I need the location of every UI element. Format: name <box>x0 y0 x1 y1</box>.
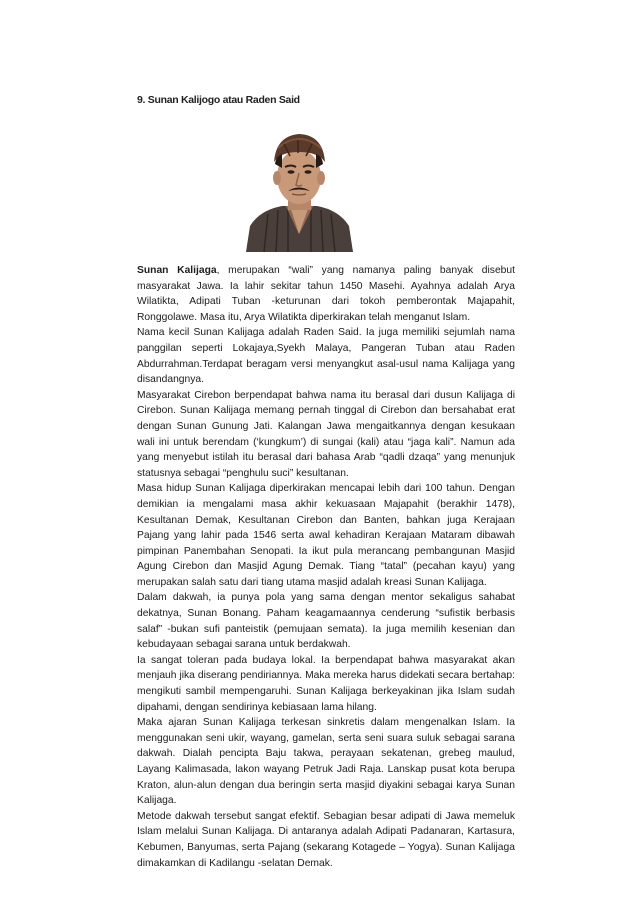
paragraph-2: Nama kecil Sunan Kalijaga adalah Raden Said. Ia juga memiliki sejumlah nama panggilan seperti Lokajaya,Syekh Malaya, Pangeran Tuban atau Raden Abdurrahman.Terdapat beragam versi menyangkut asal-usul nama Kalijaga yang disandangnya. <box>137 327 515 386</box>
paragraph-8: Metode dakwah tersebut sangat efektif. Sebagian besar adipati di Jawa memeluk Islam melalui Sunan Kalijaga. Di antaranya adalah Adipati Padanaran, Kartasura, Kebumen, Banyumas, serta Pajang (sekarang Kotagede – Yogya). Sunan Kalijaga dimakamkan di Kadilangu -selatan Demak. <box>137 810 515 869</box>
paragraph-6: Ia sangat toleran pada budaya lokal. Ia berpendapat bahwa masyarakat akan menjauh jika diserang pendiriannya. Maka mereka harus didekati secara bertahap: mengikuti sambil mempengaruhi. Sunan Kalijaga berkeyakinan jika Islam sudah dipahami, dengan sendirinya kebiasaan lama hilang. <box>137 654 515 713</box>
article-body <box>137 263 515 871</box>
paragraph-1-text: , merupakan “wali” yang namanya paling banyak disebut masyarakat Jawa. Ia lahir sekitar tahun 1450 Masehi. Ayahnya adalah Arya Wilatikta, Adipati Tuban -keturunan dari tokoh pemberontak Majapahit, Ronggolawe. Masa itu, Arya Wilatikta diperkirakan telah menganut Islam. <box>137 265 515 323</box>
paragraph-1 <box>137 263 515 325</box>
paragraph-5: Dalam dakwah, ia punya pola yang sama dengan mentor sekaligus sahabat dekatnya, Sunan Bonang. Paham keagamaannya cenderung “sufistik berbasis salaf” -bukan sufi panteistik (pemujaan semata). Ia juga memilih kesenian dan kebudayaan sebagai sarana untuk berdakwah. <box>137 592 515 651</box>
paragraph-1-lead: Sunan Kalijaga <box>137 265 217 276</box>
paragraph-3: Masyarakat Cirebon berpendapat bahwa nama itu berasal dari dusun Kalijaga di Cirebon. Sunan Kalijaga memang pernah tinggal di Cirebon dan bersahabat erat dengan Sunan Gunung Jati. Kalangan Jawa mengaitkannya dengan kesukaan wali ini untuk berendam (‘kungkum’) di sungai (kali) atau “jaga kali”. Namun ada yang menyebut istilah itu berasal dari bahasa Arab “qadli dzaqa” yang menunjuk statusnya sebagai “penghulu suci” kesultanan. <box>137 389 515 479</box>
portrait-svg <box>238 122 361 252</box>
paragraph-4: Masa hidup Sunan Kalijaga diperkirakan mencapai lebih dari 100 tahun. Dengan demikian ia mengalami masa akhir kekuasaan Majapahit (berakhir 1478), Kesultanan Demak, Kesultanan Cirebon dan Banten, bahkan juga Kerajaan Pajang yang lahir pada 1546 serta awal kehadiran Kerajaan Mataram dibawah pimpinan Panembahan Senopati. Ia ikut pula merancang pembangunan Masjid Agung Cirebon dan Masjid Agung Demak. Tiang “tatal” (pecahan kayu) yang merupakan salah satu dari tiang utama masjid adalah kreasi Sunan Kalijaga. <box>137 483 515 588</box>
paragraph-7: Maka ajaran Sunan Kalijaga terkesan sinkretis dalam mengenalkan Islam. Ia menggunakan seni ukir, wayang, gamelan, serta seni suara suluk sebagai sarana dakwah. Dialah pencipta Baju takwa, perayaan sekatenan, grebeg maulud, Layang Kalimasada, lakon wayang Petruk Jadi Raja. Lanskap pusat kota berupa Kraton, alun-alun dengan dua beringin serta masjid diyakini sebagai karya Sunan Kalijaga. <box>137 717 515 807</box>
section-heading: 9. Sunan Kalijogo atau Raden Said <box>137 94 300 106</box>
portrait-illustration-icon <box>238 122 361 252</box>
